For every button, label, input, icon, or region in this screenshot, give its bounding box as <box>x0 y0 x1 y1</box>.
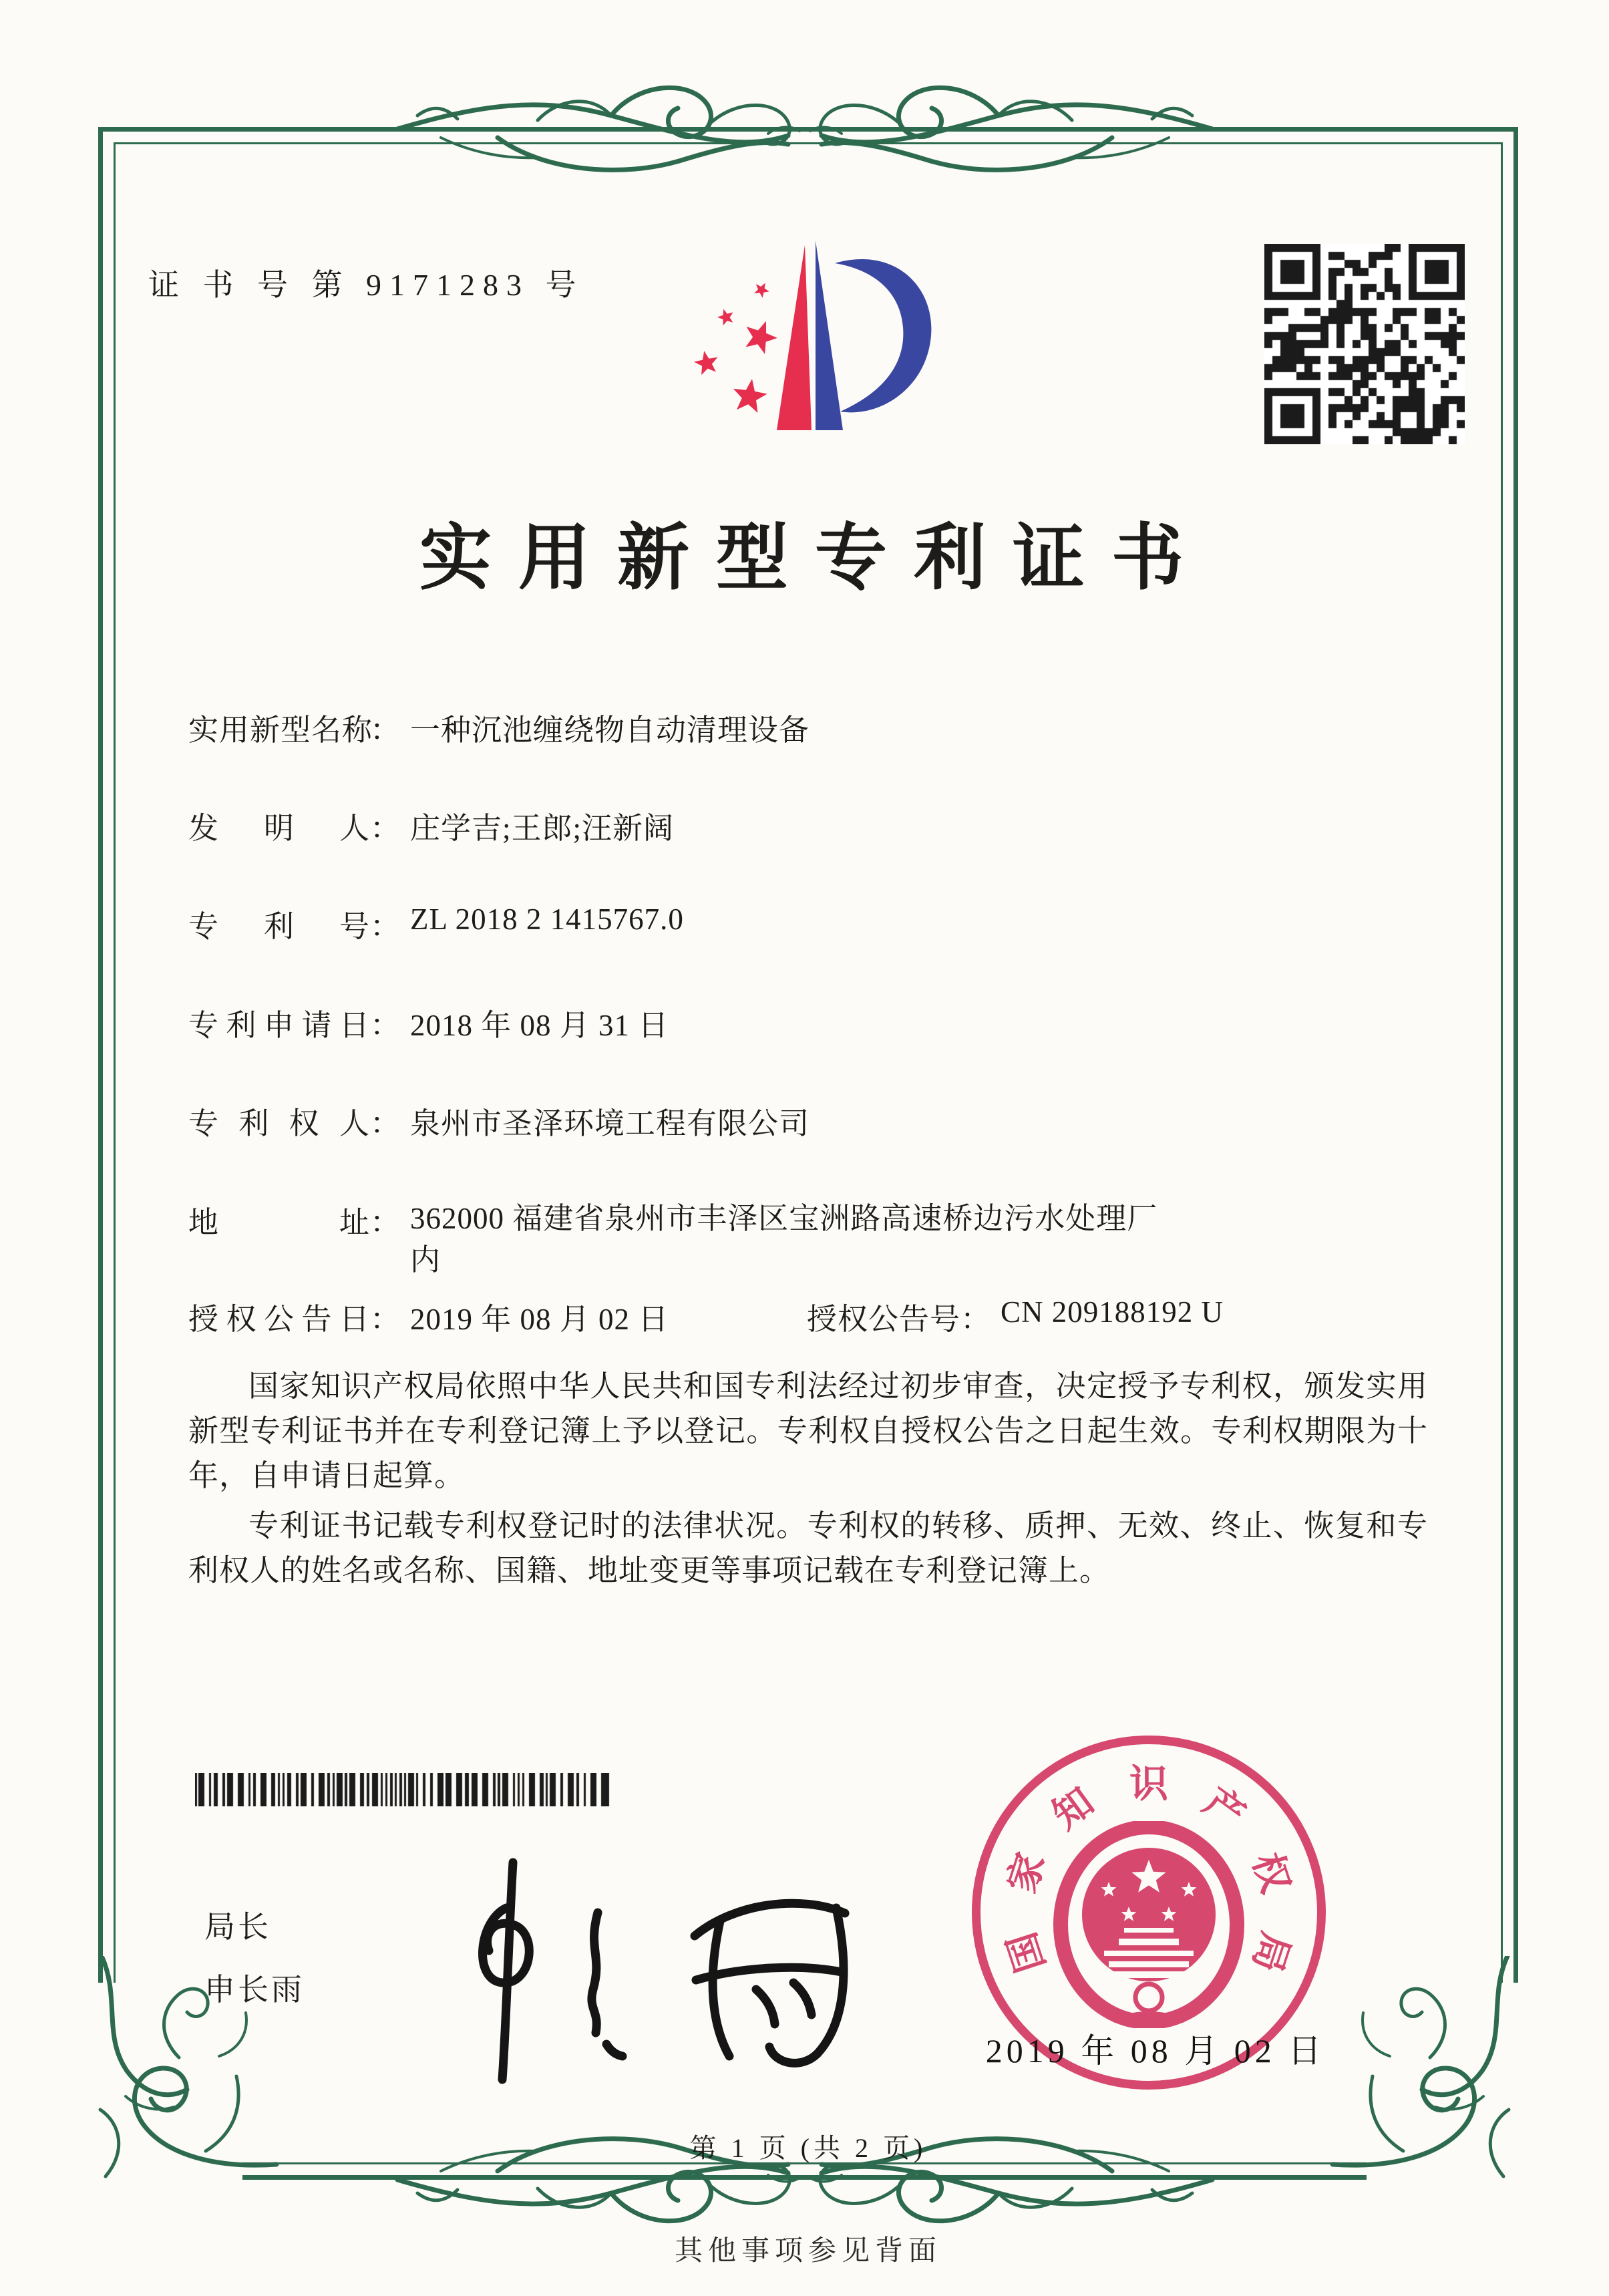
field-row-patent-number: 专利号： ZL 2018 2 1415767.0 <box>188 902 684 945</box>
seal-char: 国 <box>1000 1927 1053 1978</box>
seal-date: 2019 年 08 月 02 日 <box>985 2032 1326 2070</box>
seal-char: 局 <box>1244 1927 1298 1978</box>
field-value: 362000 福建省泉州市丰泽区宝洲路高速桥边污水处理厂内 <box>410 1202 1158 1277</box>
field-row-inventors: 发明人： 庄学吉;王郎;汪新阔 <box>188 804 674 847</box>
field-label: 发明人 <box>188 812 370 845</box>
field-value: 2018 年 08 月 31 日 <box>410 1009 669 1042</box>
field-row-grant: 授权公告日： 2019 年 08 月 02 日 授权公告号： CN 209188192 U <box>188 1295 1497 1338</box>
field-row-utility-model-name: 实用新型名称： 一种沉池缠绕物自动清理设备 <box>188 705 810 749</box>
field-value: ZL 2018 2 1415767.0 <box>410 903 684 936</box>
seal-char: 权 <box>1244 1847 1298 1899</box>
seal-char: 家 <box>1000 1847 1053 1899</box>
top-dragon-ornament <box>377 59 1232 199</box>
field-label: 实用新型名称 <box>188 713 373 747</box>
back-side-note: 其他事项参见背面 <box>674 2236 942 2267</box>
legal-paragraph-2: 专利证书记载专利权登记时的法律状况。专利权的转移、质押、无效、终止、恢复和专利权人的姓名或名称、国籍、地址变更等事项记载在专利登记簿上。 <box>188 1509 1428 1587</box>
field-value: 一种沉池缠绕物自动清理设备 <box>410 713 810 747</box>
qr-code <box>1264 244 1465 444</box>
director-name-label: 申长雨 <box>204 1973 305 2007</box>
field-value: 庄学吉;王郎;汪新阔 <box>410 812 675 845</box>
certificate-title: 实用新型专利证书 <box>419 519 1210 599</box>
logo-blue-spire <box>816 240 843 430</box>
grant-date-value: 2019 年 08 月 02 日 <box>410 1303 669 1336</box>
page-number: 第 1 页 (共 2 页) <box>689 2133 927 2163</box>
director-signature <box>427 1849 895 2090</box>
national-emblem-icon <box>1052 1821 1246 2028</box>
grant-number-label: 授权公告号 <box>807 1303 961 1336</box>
cnipa-patent-logo <box>668 228 948 442</box>
field-label: 专利申请日 <box>188 1009 370 1042</box>
director-title-label: 局长 <box>204 1910 271 1944</box>
logo-stars-icon <box>694 283 777 414</box>
grant-date-label: 授权公告日 <box>188 1303 370 1336</box>
field-row-filing-date: 专利申请日： 2018 年 08 月 31 日 <box>188 1001 669 1044</box>
legal-text <box>188 1364 1428 1593</box>
field-label: 地址 <box>188 1206 370 1239</box>
legal-paragraph-1: 国家知识产权局依照中华人民共和国专利法经过初步审查，决定授予专利权，颁发实用新型专利证书并在专利登记簿上予以登记。专利权自授权公告之日起生效。专利权期限为十年，自申请日起算。 <box>188 1369 1428 1492</box>
field-row-address: 地址： 362000 福建省泉州市丰泽区宝洲路高速桥边污水处理厂内 <box>188 1198 1158 1281</box>
certificate-number: 证 书 号 第 9171283 号 <box>148 268 584 302</box>
logo-p-bowl <box>835 259 931 412</box>
grant-number-value: CN 209188192 U <box>1001 1295 1224 1329</box>
grant-number-group: 授权公告号： CN 209188192 U <box>807 1295 1224 1338</box>
seal-char: 知 <box>1045 1779 1102 1838</box>
field-label: 专利权人 <box>188 1107 370 1140</box>
logo-red-spire <box>777 245 812 430</box>
field-row-patentee: 专利权人： 泉州市圣泽环境工程有限公司 <box>188 1099 810 1142</box>
barcode <box>195 1773 610 1806</box>
field-label: 专利号 <box>188 910 370 943</box>
seal-char: 产 <box>1196 1779 1253 1838</box>
seal-char: 识 <box>1129 1762 1169 1806</box>
field-value: 泉州市圣泽环境工程有限公司 <box>410 1107 810 1140</box>
